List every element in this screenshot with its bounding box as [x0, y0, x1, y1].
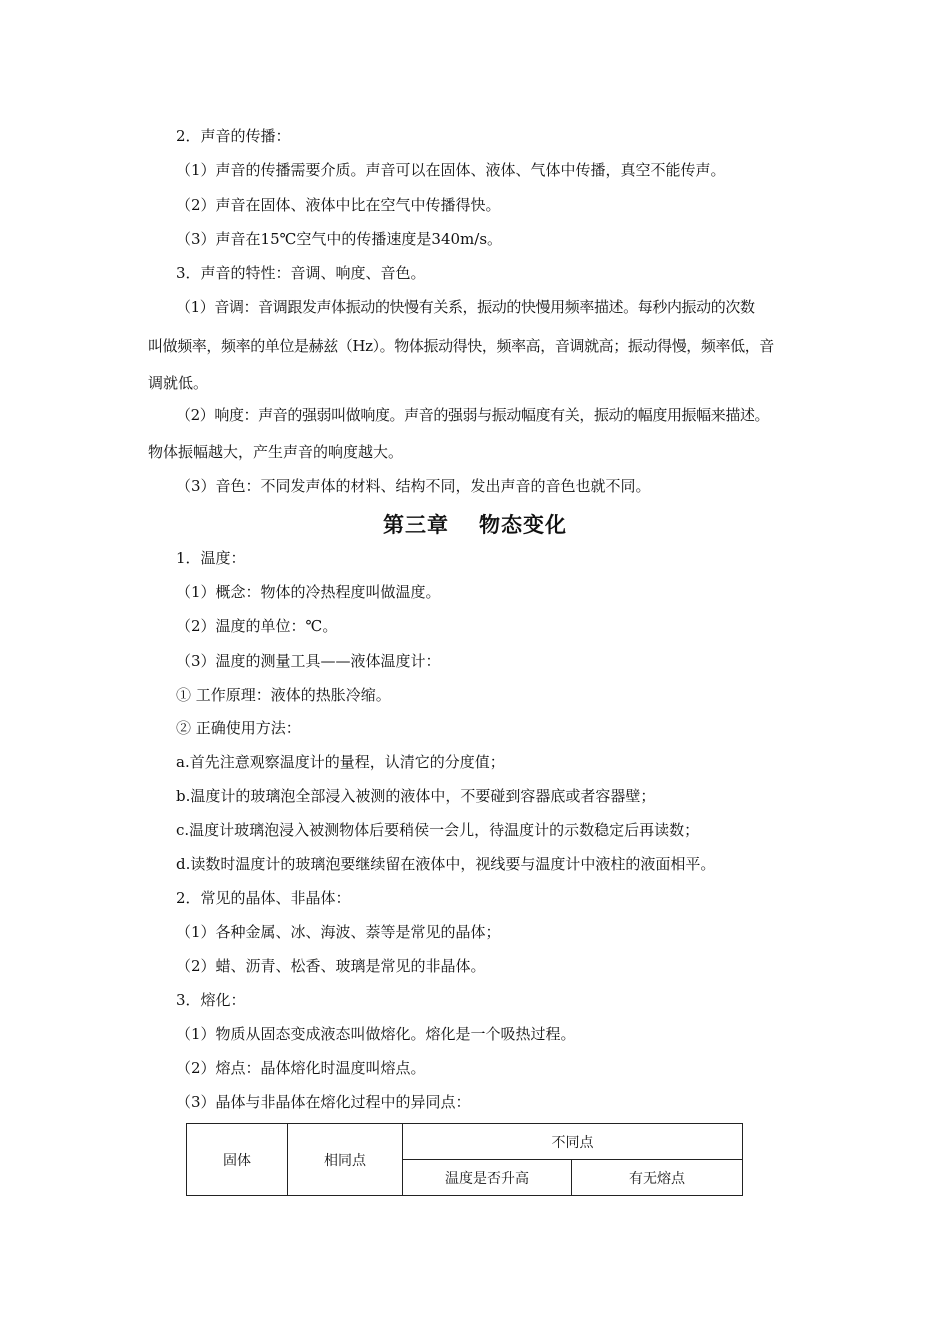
- paragraph-line: d.读数时温度计的玻璃泡要继续留在液体中，视线要与温度计中液柱的液面相平。: [176, 855, 716, 873]
- section-heading: 2．声音的传播：: [176, 127, 291, 145]
- paragraph-line: （3）音色：不同发声体的材料、结构不同，发出声音的音色也就不同。: [176, 477, 651, 495]
- paragraph-line: c.温度计玻璃泡浸入被测物体后要稍侯一会儿，待温度计的示数稳定后再读数；: [176, 821, 700, 839]
- section-heading: 3．声音的特性：音调、响度、音色。: [176, 264, 426, 282]
- section-heading: 1．温度：: [176, 549, 246, 567]
- chapter-title: [0, 509, 950, 539]
- paragraph-line: （1）物质从固态变成液态叫做熔化。熔化是一个吸热过程。: [176, 1025, 576, 1043]
- paragraph-line: （1）概念：物体的冷热程度叫做温度。: [176, 583, 441, 601]
- paragraph-line: （3）晶体与非晶体在熔化过程中的异同点：: [176, 1093, 471, 1111]
- paragraph-line: b.温度计的玻璃泡全部浸入被测的液体中，不要碰到容器底或者容器壁；: [176, 787, 656, 805]
- comparison-table: [186, 1123, 743, 1196]
- paragraph-line: 调就低。: [148, 374, 209, 392]
- paragraph-line: （1）音调：音调跟发声体振动的快慢有关系，振动的快慢用频率描述。每秒内振动的次数: [176, 298, 755, 316]
- paragraph-line: （2）声音在固体、液体中比在空气中传播得快。: [176, 196, 501, 214]
- paragraph-line: 叫做频率，频率的单位是赫兹（Hz）。物体振动得快，频率高，音调就高；振动得慢，频率低，音: [148, 337, 774, 355]
- chapter-name: 物态变化: [479, 513, 567, 537]
- table-header-solid: 固体: [187, 1124, 288, 1196]
- section-heading: 2．常见的晶体、非晶体：: [176, 889, 351, 907]
- table-header-similarity: 相同点: [288, 1124, 403, 1196]
- paragraph-line: ① 工作原理：液体的热胀冷缩。: [176, 686, 391, 704]
- paragraph-line: 物体振幅越大，产生声音的响度越大。: [148, 443, 404, 461]
- paragraph-line: ② 正确使用方法：: [176, 719, 301, 737]
- paragraph-line: （2）蜡、沥青、松香、玻璃是常见的非晶体。: [176, 957, 486, 975]
- paragraph-line: （2）响度：声音的强弱叫做响度。声音的强弱与振动幅度有关，振动的幅度用振幅来描述。: [176, 406, 770, 424]
- paragraph-line: （2）熔点：晶体熔化时温度叫熔点。: [176, 1059, 426, 1077]
- paragraph-line: a.首先注意观察温度计的量程，认清它的分度值；: [176, 753, 505, 771]
- table-subheader-temperature: 温度是否升高: [403, 1160, 572, 1196]
- table-header-difference: 不同点: [403, 1124, 743, 1160]
- chapter-number: 第三章: [383, 513, 449, 537]
- section-heading: 3．熔化：: [176, 991, 246, 1009]
- paragraph-line: （1）声音的传播需要介质。声音可以在固体、液体、气体中传播，真空不能传声。: [176, 161, 726, 179]
- paragraph-line: （1）各种金属、冰、海波、萘等是常见的晶体；: [176, 923, 501, 941]
- table-subheader-melting-point: 有无熔点: [572, 1160, 743, 1196]
- paragraph-line: （3）温度的测量工具——液体温度计：: [176, 652, 441, 670]
- paragraph-line: （3）声音在15℃空气中的传播速度是340m/s。: [176, 230, 503, 248]
- paragraph-line: （2）温度的单位：℃。: [176, 617, 338, 635]
